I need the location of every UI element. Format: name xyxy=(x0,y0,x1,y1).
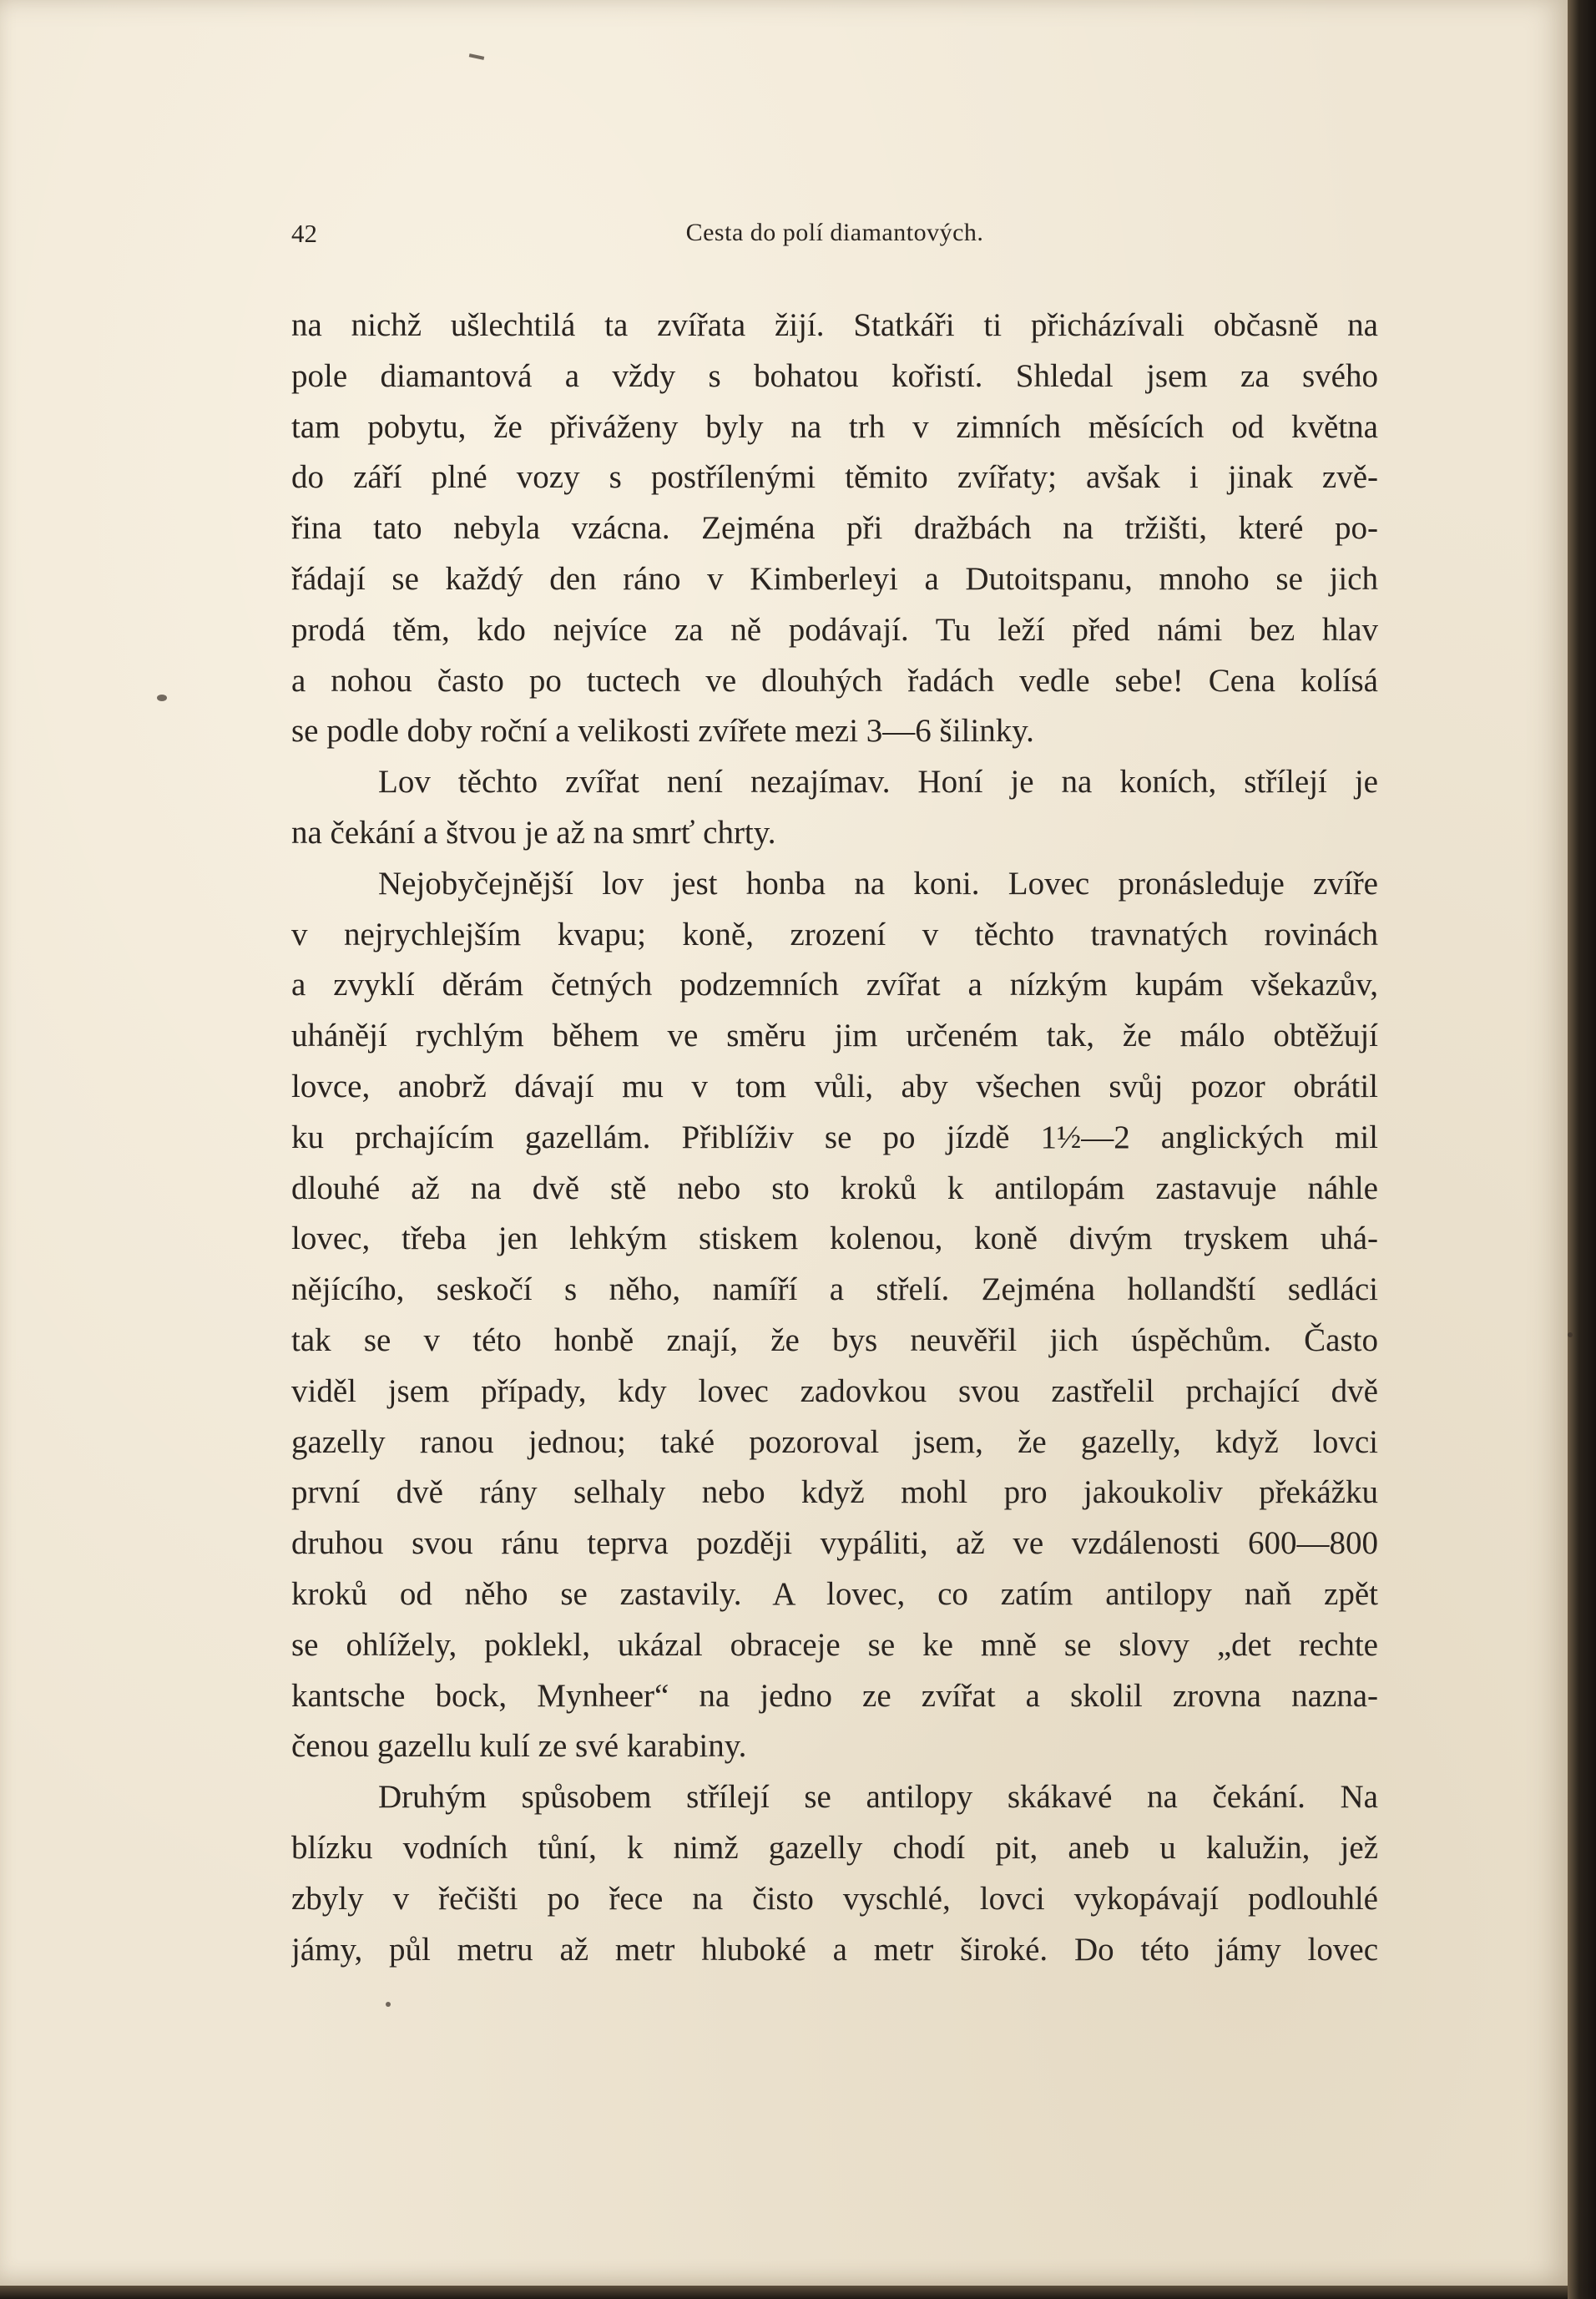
page-number: 42 xyxy=(291,219,317,248)
text-line: první dvě rány selhaly nebo když mohl pro jakoukoliv překážku xyxy=(291,1474,1378,1511)
paragraph xyxy=(291,301,1378,757)
paragraph xyxy=(291,757,1378,859)
print-speck xyxy=(1568,1332,1573,1337)
paragraph xyxy=(291,1772,1378,1975)
text-line: na čekání a štvou je až na smrť chrty. xyxy=(291,814,776,851)
text-line: dlouhé až na dvě stě nebo sto kroků k antilopám zastavuje náhle xyxy=(291,1170,1378,1206)
text-line: řádají se každý den ráno v Kimberleyi a Dutoitspanu, mnoho se jich xyxy=(291,560,1378,597)
text-line: jámy, půl metru až metr hluboké a metr široké. Do této jámy lovec xyxy=(291,1931,1378,1968)
print-speck xyxy=(157,695,167,701)
text-line: pole diamantová a vždy s bohatou kořistí. Shledal jsem za svého xyxy=(291,357,1378,394)
text-line: se ohlížely, poklekl, ukázal obraceje se ke mně se slovy „det rechte xyxy=(291,1626,1378,1663)
text-line: prodá těm, kdo nejvíce za ně podávají. Tu leží před námi bez hlav xyxy=(291,611,1378,648)
text-line: tak se v této honbě znají, že bys neuvěřil jich úspěchům. Často xyxy=(291,1321,1378,1358)
text-line: v nejrychlejším kvapu; koně, zrození v těchto travnatých rovinách xyxy=(291,916,1378,952)
running-title: Cesta do polí diamantových. xyxy=(685,219,984,246)
text-line: lovec, třeba jen lehkým stiskem kolenou, koně divým tryskem uhá- xyxy=(291,1220,1378,1257)
text-line: viděl jsem případy, kdy lovec zadovkou svou zastřelil prchající dvě xyxy=(291,1372,1378,1409)
text-line: Nejobyčejnější lov jest honba na koni. Lovec pronásleduje zvíře xyxy=(378,865,1378,902)
text-line: se podle doby roční a velikosti zvířete mezi 3—6 šilinky. xyxy=(291,713,1034,750)
text-line: gazelly ranou jednou; také pozoroval jsem, že gazelly, když lovci xyxy=(291,1423,1378,1460)
text-line: a nohou často po tuctech ve dlouhých řadách vedle sebe! Cena kolísá xyxy=(291,662,1378,699)
page-header xyxy=(291,219,1378,252)
text-line: do září plné vozy s postřílenými těmito zvířaty; avšak i jinak zvě- xyxy=(291,459,1378,496)
text-line: na nichž ušlechtilá ta zvířata žijí. Statkáři ti přicházívali občasně na xyxy=(291,307,1378,343)
text-line: druhou svou ránu teprva později vypáliti, až ve vzdálenosti 600—800 xyxy=(291,1525,1378,1562)
text-line: uhánějí rychlým během ve směru jim určeném tak, že málo obtěžují xyxy=(291,1018,1378,1054)
text-line: a zvyklí děrám četných podzemních zvířat a nízkým kupám všekazův, xyxy=(291,967,1378,1003)
text-line: kroků od něho se zastavily. A lovec, co zatím antilopy naň zpět xyxy=(291,1575,1378,1612)
page-bottom-shadow xyxy=(0,2286,1568,2299)
text-line: lovce, anobrž dávají mu v tom vůli, aby všechen svůj pozor obrátil xyxy=(291,1068,1378,1104)
text-line: Druhým spůsobem střílejí se antilopy skákavé na čekání. Na xyxy=(378,1779,1378,1816)
text-line: kantsche bock, Mynheer“ na jedno ze zvířat a skolil zrovna nazna- xyxy=(291,1677,1378,1714)
text-line: nějícího, seskočí s něho, namíří a střelí. Zejména hollandští sedláci xyxy=(291,1271,1378,1308)
text-line: zbyly v řečišti po řece na čisto vyschlé, lovci vykopávají podlouhlé xyxy=(291,1880,1378,1917)
text-line: čenou gazellu kulí ze své karabiny. xyxy=(291,1728,747,1765)
text-line: ku prchajícím gazellám. Přiblíživ se po jízdě 1½—2 anglických mil xyxy=(291,1119,1378,1155)
body-text xyxy=(291,301,1378,1975)
paragraph xyxy=(291,859,1378,1772)
page-edge-shadow xyxy=(1568,0,1596,2299)
text-line: Lov těchto zvířat není nezajímav. Honí je na koních, střílejí je xyxy=(378,764,1378,801)
text-line: tam pobytu, že přiváženy byly na trh v zimních měsících od května xyxy=(291,408,1378,445)
text-line: řina tato nebyla vzácna. Zejména při dražbách na tržišti, které po- xyxy=(291,510,1378,547)
text-line: blízku vodních tůní, k nimž gazelly chodí pit, aneb u kalužin, jež xyxy=(291,1829,1378,1866)
print-speck xyxy=(386,2002,391,2007)
